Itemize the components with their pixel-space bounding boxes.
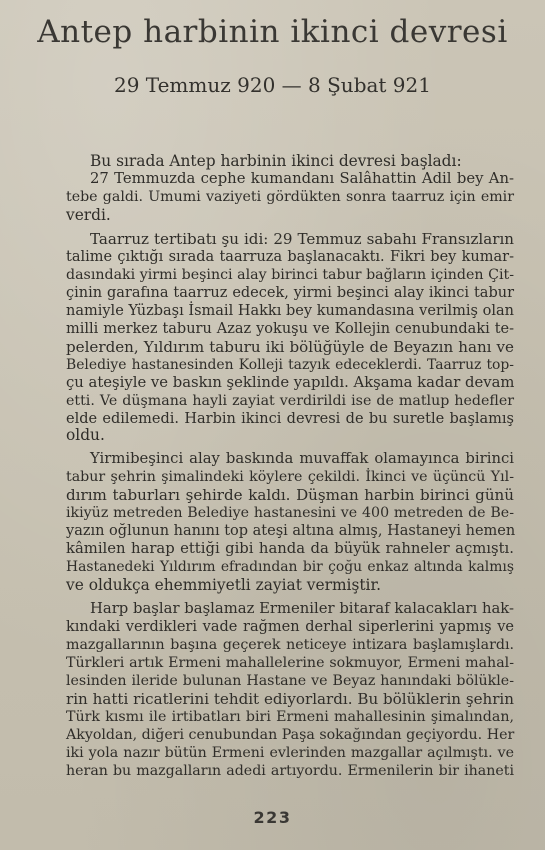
text-line: rin hatti ricatlerini tehdit ediyorlardı. Bu bölüklerin şehrin [66, 690, 514, 708]
text-line: Türkleri artık Ermeni mahallelerine sokmuyor, Ermeni mahal- [66, 655, 514, 671]
text-line: kâmilen harap ettiği gibi handa da büyük rahneler açmıştı. [66, 540, 514, 557]
text-line: 27 Temmuzda cephe kumandanı Salâhattin Adil bey An- [90, 170, 514, 187]
text-line: talime çıktığı sırada taarruza başlanacaktı. Fikri bey kumar- [66, 249, 514, 265]
text-line: mazgallarının başına geçerek neticeye intizara başlamışlardı. [66, 637, 514, 653]
text-line: milli merkez taburu Azaz yokuşu ve Kollejin cenubundaki te- [66, 321, 514, 337]
text-line: iki yola nazır bütün Ermeni evlerinden mazgallar açılmıştı. ve [66, 745, 514, 761]
text-line: Yirmibeşinci alay baskında muvaffak olamayınca birinci [90, 450, 514, 467]
text-line: yazın oğlunun hanını top ateşi altına almış, Hastaneyi hemen [66, 523, 516, 539]
text-line: heran bu mazgalların adedi artıyordu. Ermenilerin bir ihaneti [66, 763, 514, 779]
text-line: Akyoldan, diğeri cenubundan Paşa sokağından geçiyordu. Her [66, 727, 515, 743]
text-line: Taarruz tertibatı şu idi: 29 Temmuz sabahı Fransızların [90, 230, 514, 248]
text-line: dasındaki yirmi beşinci alay birinci tabur bağların içinden Çit- [66, 267, 514, 283]
chapter-title: Antep harbinin ikinci devresi [37, 14, 508, 50]
text-line: elde edilemedi. Harbin ikinci devresi de bu suretle başlamış [66, 411, 514, 427]
text-line: Türk kısmı ile irtibatları biri Ermeni mahallesinin şimalından, [66, 709, 514, 725]
text-line: tebe galdi. Umumi vaziyeti gördükten sonra taarruz için emir [66, 189, 514, 205]
text-line: çinin garafına taarruz edecek, yirmi beşinci alay ikinci tabur [66, 285, 514, 301]
text-line: ve oldukça ehemmiyetli zayiat vermiştir. [66, 576, 382, 594]
text-line: dırım taburları şehirde kaldı. Düşman harbin birinci günü [66, 486, 514, 504]
page-number: 223 [253, 808, 292, 827]
text-line: Harp başlar başlamaz Ermeniler bitaraf kalacakları hak- [90, 600, 514, 617]
text-line: pelerden, Yıldırım taburu iki bölüğüyle de Beyazın hanı ve [66, 338, 514, 356]
text-line: kındaki verdikleri vade rağmen derhal siperlerini yapmış ve [66, 619, 514, 635]
text-line: Hastanedeki Yıldırım efradından bir çoğu enkaz altında kalmış [66, 559, 514, 575]
text-line: Belediye hastanesinden Kolleji tazyık edeceklerdi. Taarruz top- [66, 357, 514, 373]
text-line: tabur şehrin şimalindeki köylere çekildi. İkinci ve üçüncü Yıl- [66, 469, 514, 485]
chapter-date-range: 29 Temmuz 920 — 8 Şubat 921 [114, 73, 431, 97]
text-line: çu ateşiyle ve baskın şeklinde yapıldı. Akşama kadar devam [66, 374, 515, 391]
text-line: lesinden ileride bulunan Hastane ve Beyaz hanındaki bölükle- [66, 673, 514, 689]
text-line: namiyle Yüzbaşı İsmail Hakkı bey kumandasına verilmiş olan [66, 303, 514, 319]
text-line: verdi. [66, 206, 111, 224]
text-line: Bu sırada Antep harbinin ikinci devresi başladı: [90, 152, 462, 170]
text-line: ikiyüz metreden Belediye hastanesini ve 400 metreden de Be- [66, 505, 514, 521]
text-line: etti. Ve düşmana hayli zayiat verdirildi ise de matlup hedefler [66, 393, 514, 409]
text-line: oldu. [66, 426, 105, 444]
